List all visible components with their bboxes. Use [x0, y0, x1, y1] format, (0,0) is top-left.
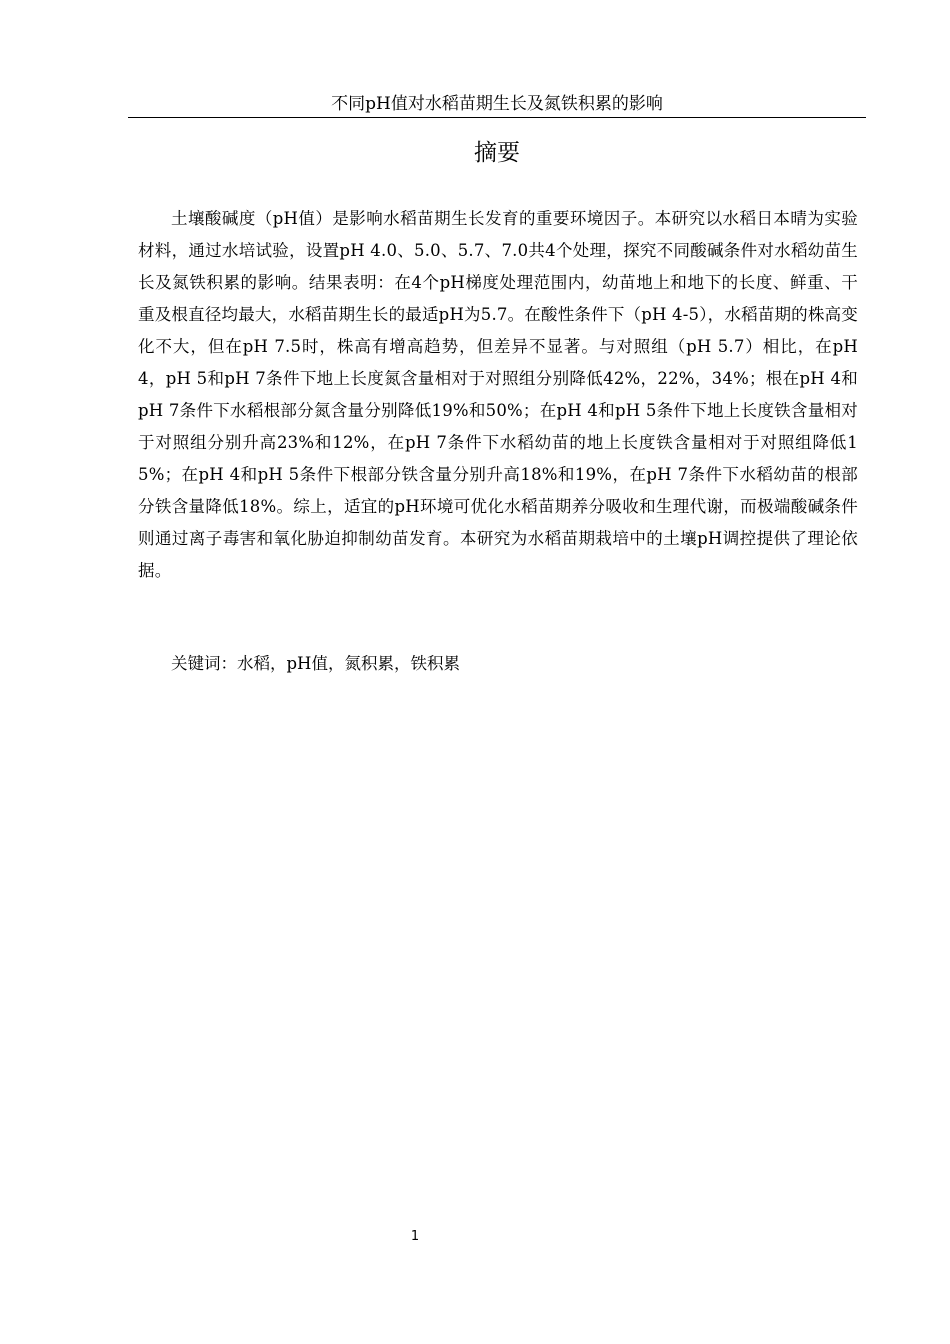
abstract-heading: 摘要 [474, 140, 520, 166]
running-header-title: 不同pH值对水稻苗期生长及氮铁积累的影响 [331, 94, 663, 114]
abstract-paragraph: 土壤酸碱度（pH值）是影响水稻苗期生长发育的重要环境因子。本研究以水稻日本晴为实验材料，通过水培试验，设置pH 4.0、5.0、5.7、7.0共4个处理，探究不同酸碱条件对水稻幼苗生长及氮铁积累的影响。结果表明：在4个pH梯度处理范围内，幼苗地上和地下的长度、鲜重、干重及根直径均最大，水稻苗期生长的最适pH为5.7。在酸性条件下（pH 4-5），水稻苗期的株高变化不大，但在pH 7.5时，株高有增高趋势，但差异不显著。与对照组（pH 5.7）相比，在pH 4，pH 5和pH 7条件下地上长度氮含量相对于对照组分别降低42%，22%，34%；根在pH 4和pH 7条件下水稻根部分氮含量分别降低19%和50%；在pH 4和pH 5条件下地上长度铁含量相对于对照组分别升高23%和12%，在pH 7条件下水稻幼苗的地上长度铁含量相对于对照组降低15%；在pH 4和pH 5条件下根部分铁含量分别升高18%和19%，在pH 7条件下水稻幼苗的根部分铁含量降低18%。综上，适宜的pH环境可优化水稻苗期养分吸收和生理代谢，而极端酸碱条件则通过离子毒害和氧化胁迫抑制幼苗发育。本研究为水稻苗期栽培中的土壤pH调控提供了理论依据。 [138, 209, 858, 580]
page-number: 1 [410, 1229, 420, 1244]
header-divider [128, 117, 866, 118]
keywords-line: 关键词：水稻，pH值，氮积累，铁积累 [171, 654, 460, 673]
